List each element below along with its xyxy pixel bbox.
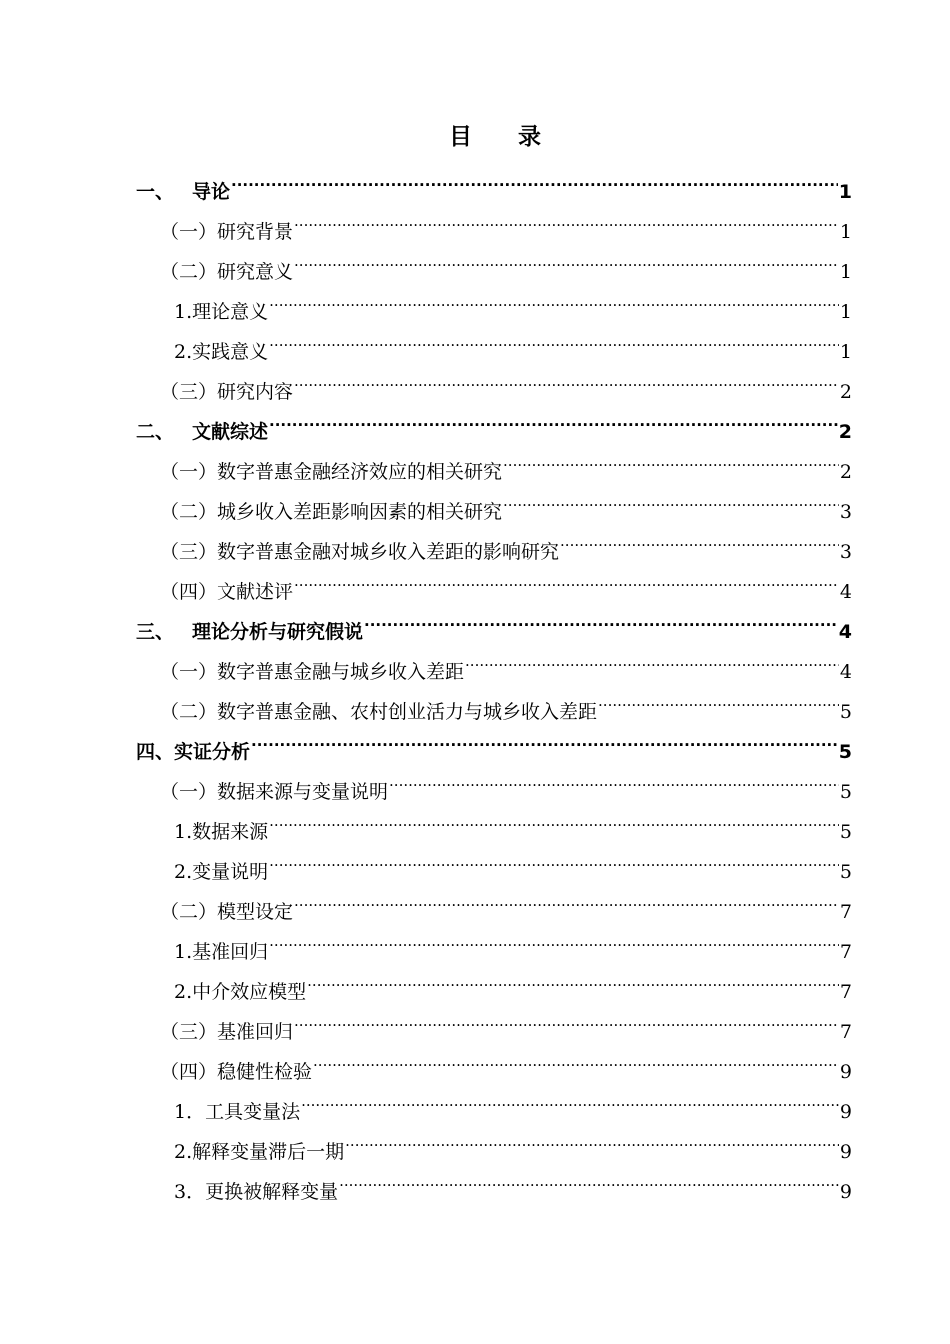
toc-entry-label: 导论 xyxy=(192,181,231,203)
toc-dot-leader xyxy=(465,638,839,678)
toc-entry-label: 模型设定 xyxy=(217,901,294,923)
toc-entry-label: 理论分析与研究假说 xyxy=(192,621,364,643)
toc-dot-leader xyxy=(307,958,839,998)
toc-dot-leader xyxy=(294,878,839,918)
toc-entry-label: 实证分析 xyxy=(174,741,251,763)
toc-dot-leader xyxy=(269,278,839,318)
toc-entry[interactable] xyxy=(136,158,852,203)
toc-dot-leader xyxy=(339,1158,839,1198)
toc-entry-page-number: 7 xyxy=(839,901,852,923)
toc-entry-label: 研究背景 xyxy=(217,221,294,243)
toc-entry-label: 变量说明 xyxy=(192,861,269,883)
toc-title-right: 录 xyxy=(518,124,541,150)
toc-entry-page-number: 5 xyxy=(839,861,852,883)
toc-entry-number: 四、 xyxy=(136,741,175,763)
toc-dot-leader xyxy=(503,478,839,518)
toc-dot-leader xyxy=(503,438,839,478)
toc-dot-leader xyxy=(294,198,839,238)
toc-entry-number: （四） xyxy=(160,1061,218,1083)
toc-entry-number: （一） xyxy=(160,461,218,483)
toc-entry-label: 基准回归 xyxy=(192,941,269,963)
toc-entry-number: 三、 xyxy=(136,621,175,643)
toc-entry-label: 文献综述 xyxy=(192,421,269,443)
toc-entry-page-number: 7 xyxy=(839,1021,852,1043)
toc-entry-number: 1. xyxy=(174,941,193,963)
toc-dot-leader xyxy=(269,838,839,878)
toc-entry-page-number: 1 xyxy=(839,341,852,363)
toc-title xyxy=(0,118,950,151)
toc-dot-leader xyxy=(231,158,838,198)
toc-dot-leader xyxy=(345,1118,839,1158)
toc-entry-page-number: 9 xyxy=(839,1181,852,1203)
toc-entry-page-number: 9 xyxy=(839,1101,852,1123)
toc-entry-page-number: 5 xyxy=(839,701,852,723)
toc-entry-number: （二） xyxy=(160,261,218,283)
toc-entry-label: 文献述评 xyxy=(217,581,294,603)
toc-entry-number: 2. xyxy=(174,981,193,1003)
toc-entry-number: 1． xyxy=(174,1101,206,1123)
toc-entry-label: 稳健性检验 xyxy=(217,1061,313,1083)
toc-entry-label: 更换被解释变量 xyxy=(205,1181,339,1203)
toc-entry-number: （三） xyxy=(160,381,218,403)
toc-entry-page-number: 2 xyxy=(839,461,852,483)
toc-entry-label: 理论意义 xyxy=(192,301,269,323)
toc-entry-page-number: 4 xyxy=(839,661,852,683)
toc-entry-number: （三） xyxy=(160,541,218,563)
toc-entry-page-number: 1 xyxy=(839,301,852,323)
toc-dot-leader xyxy=(313,1038,839,1078)
toc-entry-number: （四） xyxy=(160,581,218,603)
toc-dot-leader xyxy=(269,918,839,958)
toc-entry-number: 3． xyxy=(174,1181,206,1203)
toc-entry-number: （三） xyxy=(160,1021,218,1043)
toc-entry-page-number: 9 xyxy=(839,1061,852,1083)
toc-dot-leader xyxy=(269,398,838,438)
toc-entry-number: 二、 xyxy=(136,421,175,443)
toc-entry-page-number: 7 xyxy=(839,981,852,1003)
toc-entry-page-number: 1 xyxy=(839,221,852,243)
toc-dot-leader xyxy=(294,998,839,1038)
toc-dot-leader xyxy=(269,318,839,358)
toc-dot-leader xyxy=(389,758,839,798)
toc-entry-label: 研究意义 xyxy=(217,261,294,283)
toc-entry-number: （二） xyxy=(160,901,218,923)
toc-entry-page-number: 9 xyxy=(839,1141,852,1163)
toc-dot-leader xyxy=(560,518,839,558)
toc-entry-label: 数据来源与变量说明 xyxy=(217,781,389,803)
toc-entry-label: 研究内容 xyxy=(217,381,294,403)
toc-dot-leader xyxy=(294,358,839,398)
toc-entry-number: 2. xyxy=(174,1141,193,1163)
toc-dot-leader xyxy=(251,718,838,758)
toc-entry-page-number: 1 xyxy=(839,261,852,283)
toc-entry-page-number: 4 xyxy=(839,581,852,603)
toc-dot-leader xyxy=(364,598,838,638)
toc-entry-number: （二） xyxy=(160,501,218,523)
toc-entry-number: 1. xyxy=(174,821,193,843)
toc-entry-label: 中介效应模型 xyxy=(192,981,307,1003)
toc-dot-leader xyxy=(598,678,839,718)
toc-entry-number: 2. xyxy=(174,341,193,363)
toc-entry-number: 一、 xyxy=(136,181,175,203)
toc-dot-leader xyxy=(269,798,839,838)
toc-entry-label: 工具变量法 xyxy=(205,1101,301,1123)
toc-entry-label: 数字普惠金融对城乡收入差距的影响研究 xyxy=(217,541,560,563)
toc-entry-number: 2. xyxy=(174,861,193,883)
toc-entry-label: 解释变量滞后一期 xyxy=(192,1141,345,1163)
toc-entry-label: 数字普惠金融、农村创业活力与城乡收入差距 xyxy=(217,701,598,723)
toc-dot-leader xyxy=(301,1078,839,1118)
toc-entry-number: （一） xyxy=(160,781,218,803)
toc-entry-page-number: 5 xyxy=(839,821,852,843)
toc-entry-label: 实践意义 xyxy=(192,341,269,363)
toc-entry-number: （二） xyxy=(160,701,218,723)
toc-entry-page-number: 1 xyxy=(838,181,852,203)
toc-entry-label: 基准回归 xyxy=(217,1021,294,1043)
toc-entry-label: 数据来源 xyxy=(192,821,269,843)
toc-entry-number: 1. xyxy=(174,301,193,323)
toc-entry-number: （一） xyxy=(160,221,218,243)
toc-title-left: 目 xyxy=(449,124,472,150)
toc-entry-number: （一） xyxy=(160,661,218,683)
toc-entry-page-number: 2 xyxy=(838,421,852,443)
toc-entry-label: 数字普惠金融与城乡收入差距 xyxy=(217,661,465,683)
toc-entry-page-number: 5 xyxy=(838,741,852,763)
toc-entry[interactable] xyxy=(136,198,852,243)
toc-entry-page-number: 7 xyxy=(839,941,852,963)
toc-entry-page-number: 3 xyxy=(839,541,852,563)
toc-entry-label: 数字普惠金融经济效应的相关研究 xyxy=(217,461,503,483)
toc-entry-page-number: 4 xyxy=(838,621,852,643)
toc-entry-page-number: 3 xyxy=(839,501,852,523)
table-of-contents xyxy=(136,158,852,1203)
toc-entry-page-number: 5 xyxy=(839,781,852,803)
toc-entry-label: 城乡收入差距影响因素的相关研究 xyxy=(217,501,503,523)
toc-dot-leader xyxy=(294,558,839,598)
toc-dot-leader xyxy=(294,238,839,278)
toc-entry-page-number: 2 xyxy=(839,381,852,403)
